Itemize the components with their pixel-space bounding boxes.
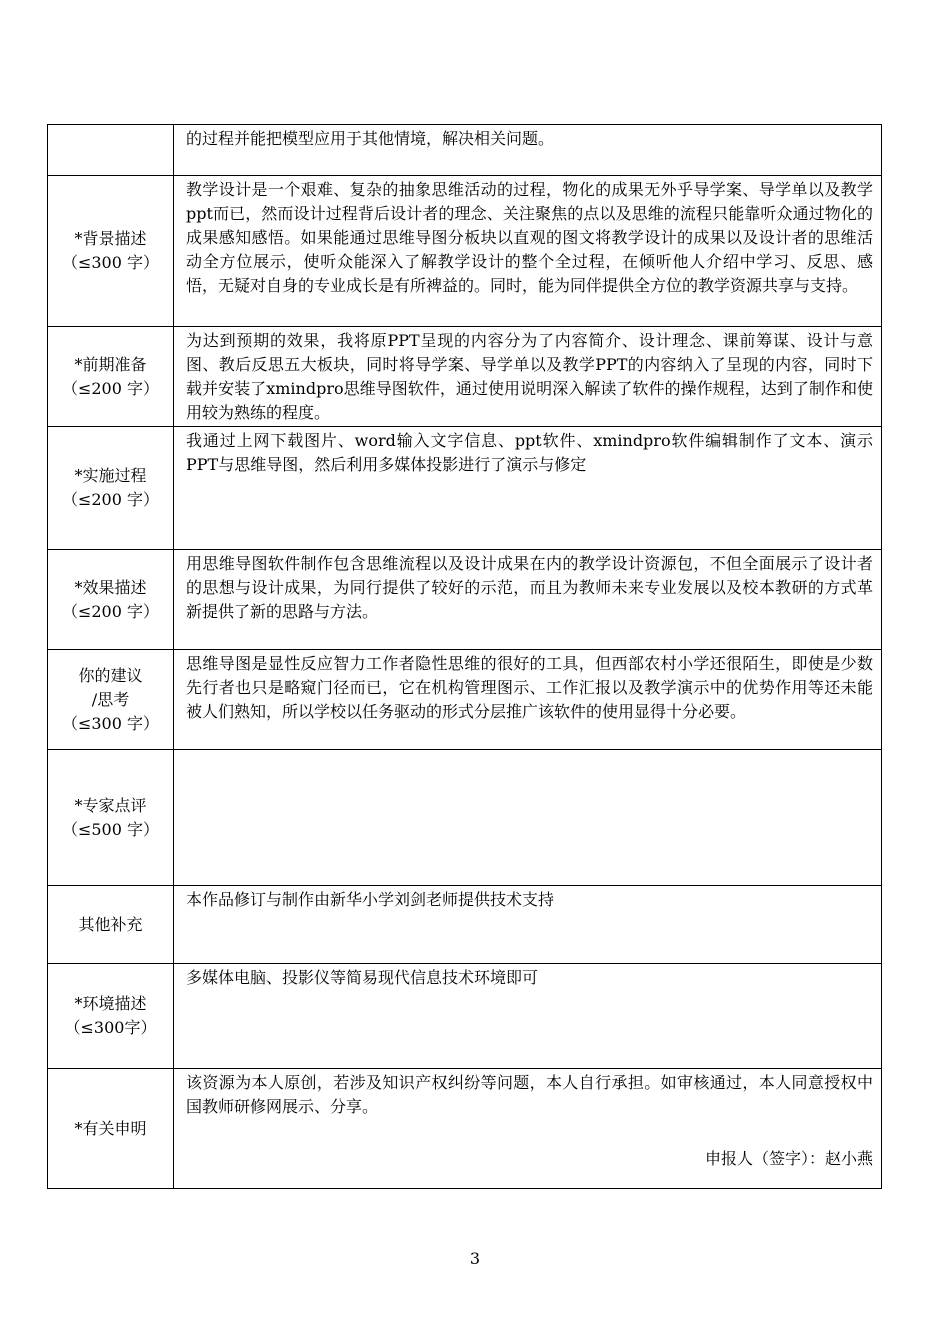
label-limit: （≤300字） — [64, 1018, 157, 1037]
row-text: 用思维导图软件制作包含思维流程以及设计成果在内的教学设计资源包，不但全面展示了设计者的思想与设计成果，为同行提供了较好的示范，而且为教师未来专业发展以及校本教研的方式革新提供了新的思路与方法。 — [186, 554, 873, 621]
label-title: *背景描述 — [74, 229, 147, 248]
form-row — [48, 550, 882, 650]
row-content — [174, 327, 882, 427]
row-label — [48, 886, 174, 964]
row-label — [48, 1069, 174, 1189]
label-limit: （≤300 字） — [61, 253, 160, 272]
row-label — [48, 750, 174, 886]
form-row — [48, 125, 882, 176]
row-label — [48, 125, 174, 176]
row-label — [48, 550, 174, 650]
label-limit: （≤200 字） — [61, 490, 160, 509]
form-row — [48, 750, 882, 886]
form-row — [48, 176, 882, 327]
label-title: *有关申明 — [74, 1118, 147, 1138]
row-label — [48, 964, 174, 1069]
row-content — [174, 650, 882, 750]
label-subtitle: /思考 — [91, 689, 130, 709]
label-title: 其他补充 — [78, 914, 143, 934]
application-form-table — [47, 124, 882, 1189]
row-content — [174, 427, 882, 550]
row-content — [174, 886, 882, 964]
row-label — [48, 427, 174, 550]
label-title: *环境描述 — [74, 994, 147, 1013]
row-label — [48, 176, 174, 327]
row-content — [174, 750, 882, 886]
form-row — [48, 327, 882, 427]
page-number: 3 — [469, 1249, 481, 1268]
row-label — [48, 650, 174, 750]
row-label — [48, 327, 174, 427]
label-title: *前期准备 — [74, 354, 147, 374]
row-text: 我通过上网下载图片、word输入文字信息、ppt软件、xmindpro软件编辑制作了文本、演示PPT与思维导图，然后利用多媒体投影进行了演示与修定 — [186, 431, 873, 474]
row-text: 多媒体电脑、投影仪等简易现代信息技术环境即可 — [186, 968, 539, 987]
row-text: 思维导图是显性反应智力工作者隐性思维的很好的工具，但西部农村小学还很陌生，即使是少数先行者也只是略窥门径而已，它在机构管理图示、工作汇报以及教学演示中的优势作用等还未能被人们熟知，所以学校以任务驱动的形式分层推广该软件的使用显得十分必要。 — [186, 654, 873, 721]
label-limit: （≤300 字） — [61, 713, 160, 733]
form-row — [48, 886, 882, 964]
signature-line: 申报人（签字）：赵小燕 — [704, 1149, 873, 1168]
row-text: 本作品修订与制作由新华小学刘剑老师提供技术支持 — [186, 890, 555, 909]
form-row — [48, 964, 882, 1069]
row-text: 为达到预期的效果，我将原PPT呈现的内容分为了内容简介、设计理念、课前筹谋、设计与意图、教后反思五大板块，同时将导学案、导学单以及教学PPT的内容纳入了呈现的内容，同时下载并安装了xmindpro思维导图软件，通过使用说明深入解读了软件的操作规程，达到了制作和使用较为熟练的程度。 — [186, 331, 873, 422]
label-title: *实施过程 — [74, 466, 147, 485]
row-content — [174, 125, 882, 176]
row-content — [174, 550, 882, 650]
row-text: 该资源为本人原创，若涉及知识产权纠纷等问题，本人自行承担。如审核通过，本人同意授权中国教师研修网展示、分享。 — [186, 1073, 873, 1116]
label-title: *专家点评 — [74, 795, 147, 815]
label-limit: （≤200 字） — [61, 378, 160, 398]
row-text: 教学设计是一个艰难、复杂的抽象思维活动的过程，物化的成果无外乎导学案、导学单以及教学ppt而已，然而设计过程背后设计者的理念、关注聚焦的点以及思维的流程只能靠听众通过物化的成果感知感悟。如果能通过思维导图分板块以直观的图文将教学设计的成果以及设计者的思维活动全方位展示，使听众能深入了解教学设计的整个全过程，在倾听他人介绍中学习、反思、感悟，无疑对自身的专业成长是有所裨益的。同时，能为同伴提供全方位的教学资源共享与支持。 — [186, 180, 873, 295]
form-row — [48, 427, 882, 550]
form-row — [48, 650, 882, 750]
row-content — [174, 964, 882, 1069]
row-content — [174, 1069, 882, 1189]
row-content — [174, 176, 882, 327]
label-title: 你的建议 — [78, 665, 143, 685]
row-text: 的过程并能把模型应用于其他情境，解决相关问题。 — [186, 129, 555, 148]
label-limit: （≤200 字） — [61, 601, 160, 621]
label-title: *效果描述 — [74, 577, 147, 597]
label-limit: （≤500 字） — [61, 819, 160, 839]
form-row — [48, 1069, 882, 1189]
